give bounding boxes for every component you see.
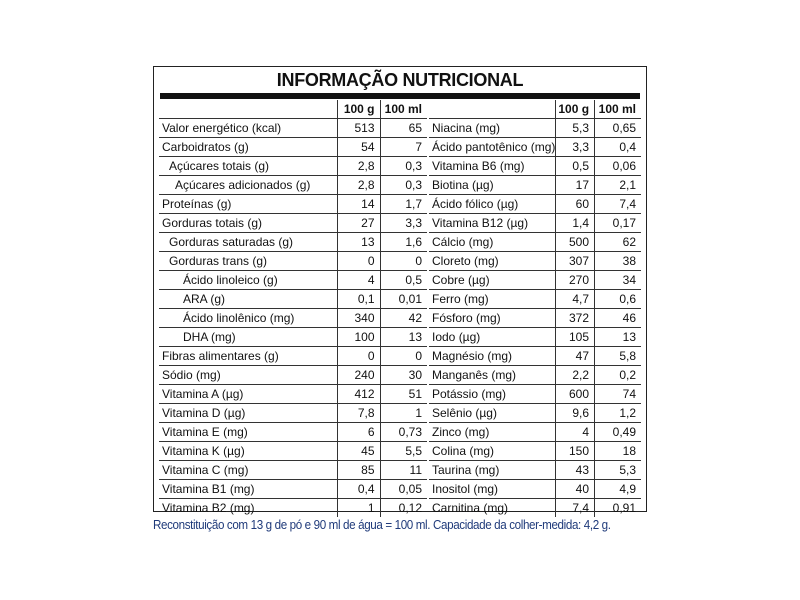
nutrient-label: Vitamina K (µg) xyxy=(159,442,337,461)
table-row xyxy=(429,252,641,271)
nutrient-label: Gorduras trans (g) xyxy=(159,252,337,271)
table-row xyxy=(429,290,641,309)
table-row xyxy=(429,157,641,176)
value-per-100g: 85 xyxy=(337,461,380,480)
table-row xyxy=(429,328,641,347)
nutrient-label: Ácido linolênico (mg) xyxy=(159,309,337,328)
value-per-100g: 412 xyxy=(337,385,380,404)
nutrient-label: Manganês (mg) xyxy=(429,366,556,385)
value-per-100g: 43 xyxy=(556,461,595,480)
value-per-100ml: 0,91 xyxy=(595,499,641,518)
value-per-100ml: 5,8 xyxy=(595,347,641,366)
value-per-100ml: 0,65 xyxy=(595,119,641,138)
nutrient-label: Açúcares adicionados (g) xyxy=(159,176,337,195)
nutrient-label: Valor energético (kcal) xyxy=(159,119,337,138)
nutrient-label: Vitamina B12 (µg) xyxy=(429,214,556,233)
table-row xyxy=(159,290,427,309)
value-per-100ml: 0,17 xyxy=(595,214,641,233)
value-per-100ml: 30 xyxy=(380,366,427,385)
nutrient-label: Colina (mg) xyxy=(429,442,556,461)
value-per-100g: 27 xyxy=(337,214,380,233)
table-row xyxy=(429,309,641,328)
value-per-100g: 4 xyxy=(556,423,595,442)
nutrient-label: Selênio (µg) xyxy=(429,404,556,423)
value-per-100ml: 0,05 xyxy=(380,480,427,499)
table-row xyxy=(429,461,641,480)
nutrient-label: DHA (mg) xyxy=(159,328,337,347)
value-per-100ml: 0,49 xyxy=(595,423,641,442)
nutrient-label: Fósforo (mg) xyxy=(429,309,556,328)
nutrient-label: Ferro (mg) xyxy=(429,290,556,309)
value-per-100g: 0 xyxy=(337,252,380,271)
value-per-100g: 0 xyxy=(337,347,380,366)
nutrient-label: Iodo (µg) xyxy=(429,328,556,347)
nutrient-label: Açúcares totais (g) xyxy=(159,157,337,176)
title-rule xyxy=(160,93,640,99)
value-per-100g: 500 xyxy=(556,233,595,252)
nutrient-label: Fibras alimentares (g) xyxy=(159,347,337,366)
value-per-100ml: 11 xyxy=(380,461,427,480)
nutrient-label: Vitamina D (µg) xyxy=(159,404,337,423)
table-row xyxy=(159,176,427,195)
table-row xyxy=(429,195,641,214)
value-per-100ml: 4,9 xyxy=(595,480,641,499)
column-header-100g: 100 g xyxy=(556,100,595,119)
table-row xyxy=(429,442,641,461)
table-row xyxy=(159,214,427,233)
value-per-100ml: 0,12 xyxy=(380,499,427,518)
header-blank xyxy=(429,100,556,119)
value-per-100ml: 0,73 xyxy=(380,423,427,442)
column-header-100g: 100 g xyxy=(337,100,380,119)
table-header-row xyxy=(429,100,641,119)
column-header-100ml: 100 ml xyxy=(595,100,641,119)
value-per-100g: 60 xyxy=(556,195,595,214)
value-per-100g: 105 xyxy=(556,328,595,347)
table-row xyxy=(159,423,427,442)
value-per-100g: 7,8 xyxy=(337,404,380,423)
nutrient-label: Ácido linoleico (g) xyxy=(159,271,337,290)
value-per-100ml: 5,5 xyxy=(380,442,427,461)
table-row xyxy=(159,499,427,518)
table-row xyxy=(429,347,641,366)
nutrient-label: Gorduras saturadas (g) xyxy=(159,233,337,252)
value-per-100ml: 2,1 xyxy=(595,176,641,195)
table-row xyxy=(159,461,427,480)
table-row xyxy=(159,195,427,214)
nutrient-label: Cálcio (mg) xyxy=(429,233,556,252)
nutrient-label: Vitamina B1 (mg) xyxy=(159,480,337,499)
value-per-100ml: 65 xyxy=(380,119,427,138)
table-row xyxy=(429,176,641,195)
value-per-100ml: 0,3 xyxy=(380,157,427,176)
value-per-100g: 54 xyxy=(337,138,380,157)
nutrient-label: Potássio (mg) xyxy=(429,385,556,404)
nutrient-label: Carnitina (mg) xyxy=(429,499,556,518)
value-per-100g: 372 xyxy=(556,309,595,328)
table-row xyxy=(159,347,427,366)
nutrient-label: Carboidratos (g) xyxy=(159,138,337,157)
value-per-100ml: 13 xyxy=(595,328,641,347)
value-per-100g: 2,8 xyxy=(337,176,380,195)
value-per-100g: 100 xyxy=(337,328,380,347)
value-per-100ml: 0,5 xyxy=(380,271,427,290)
value-per-100g: 150 xyxy=(556,442,595,461)
value-per-100ml: 1 xyxy=(380,404,427,423)
value-per-100g: 13 xyxy=(337,233,380,252)
nutrition-table-left xyxy=(159,100,427,517)
value-per-100ml: 3,3 xyxy=(380,214,427,233)
nutrient-label: Zinco (mg) xyxy=(429,423,556,442)
value-per-100g: 0,5 xyxy=(556,157,595,176)
value-per-100g: 3,3 xyxy=(556,138,595,157)
nutrient-label: Ácido fólico (µg) xyxy=(429,195,556,214)
nutrient-label: Niacina (mg) xyxy=(429,119,556,138)
nutrition-table-right xyxy=(429,100,641,517)
value-per-100ml: 0 xyxy=(380,347,427,366)
value-per-100g: 7,4 xyxy=(556,499,595,518)
value-per-100g: 307 xyxy=(556,252,595,271)
value-per-100g: 6 xyxy=(337,423,380,442)
value-per-100ml: 1,6 xyxy=(380,233,427,252)
nutrient-label: Sódio (mg) xyxy=(159,366,337,385)
value-per-100g: 4 xyxy=(337,271,380,290)
table-row xyxy=(159,271,427,290)
value-per-100g: 600 xyxy=(556,385,595,404)
value-per-100g: 270 xyxy=(556,271,595,290)
nutrient-label: Taurina (mg) xyxy=(429,461,556,480)
nutrient-label: Vitamina B6 (mg) xyxy=(429,157,556,176)
table-row xyxy=(429,138,641,157)
table-row xyxy=(429,404,641,423)
table-row xyxy=(159,138,427,157)
value-per-100ml: 62 xyxy=(595,233,641,252)
table-row xyxy=(159,328,427,347)
value-per-100ml: 74 xyxy=(595,385,641,404)
value-per-100ml: 0,2 xyxy=(595,366,641,385)
value-per-100ml: 1,2 xyxy=(595,404,641,423)
table-row xyxy=(429,119,641,138)
value-per-100ml: 0,3 xyxy=(380,176,427,195)
table-row xyxy=(159,385,427,404)
nutrient-label: Ácido pantotênico (mg) xyxy=(429,138,556,157)
nutrient-label: ARA (g) xyxy=(159,290,337,309)
value-per-100g: 2,8 xyxy=(337,157,380,176)
nutrient-label: Vitamina C (mg) xyxy=(159,461,337,480)
value-per-100ml: 34 xyxy=(595,271,641,290)
table-row xyxy=(429,499,641,518)
value-per-100g: 14 xyxy=(337,195,380,214)
table-row xyxy=(429,214,641,233)
value-per-100g: 47 xyxy=(556,347,595,366)
table-row xyxy=(429,423,641,442)
table-row xyxy=(159,366,427,385)
value-per-100g: 0,1 xyxy=(337,290,380,309)
nutrient-label: Inositol (mg) xyxy=(429,480,556,499)
nutrient-label: Proteínas (g) xyxy=(159,195,337,214)
value-per-100ml: 1,7 xyxy=(380,195,427,214)
nutrient-label: Biotina (µg) xyxy=(429,176,556,195)
table-row xyxy=(429,233,641,252)
table-row xyxy=(159,119,427,138)
table-row xyxy=(159,309,427,328)
table-row xyxy=(159,442,427,461)
value-per-100g: 4,7 xyxy=(556,290,595,309)
value-per-100g: 1,4 xyxy=(556,214,595,233)
table-row xyxy=(159,480,427,499)
value-per-100ml: 0,06 xyxy=(595,157,641,176)
table-row xyxy=(429,385,641,404)
table-row xyxy=(429,366,641,385)
value-per-100ml: 18 xyxy=(595,442,641,461)
value-per-100ml: 5,3 xyxy=(595,461,641,480)
value-per-100ml: 38 xyxy=(595,252,641,271)
value-per-100ml: 46 xyxy=(595,309,641,328)
table-row xyxy=(429,271,641,290)
reconstitution-footnote: Reconstituição com 13 g de pó e 90 ml de água = 100 ml. Capacidade da colher-medida: 4,2 g. xyxy=(153,518,611,532)
nutrient-label: Vitamina B2 (mg) xyxy=(159,499,337,518)
nutrient-label: Magnésio (mg) xyxy=(429,347,556,366)
nutrient-label: Gorduras totais (g) xyxy=(159,214,337,233)
table-row xyxy=(429,480,641,499)
nutrient-label: Vitamina E (mg) xyxy=(159,423,337,442)
value-per-100ml: 0,4 xyxy=(595,138,641,157)
column-header-100ml: 100 ml xyxy=(380,100,427,119)
header-blank xyxy=(159,100,337,119)
table-header-row xyxy=(159,100,427,119)
value-per-100g: 1 xyxy=(337,499,380,518)
value-per-100g: 45 xyxy=(337,442,380,461)
value-per-100ml: 7,4 xyxy=(595,195,641,214)
value-per-100ml: 51 xyxy=(380,385,427,404)
nutrient-label: Vitamina A (µg) xyxy=(159,385,337,404)
table-row xyxy=(159,157,427,176)
value-per-100ml: 42 xyxy=(380,309,427,328)
value-per-100g: 340 xyxy=(337,309,380,328)
value-per-100ml: 0,01 xyxy=(380,290,427,309)
value-per-100g: 240 xyxy=(337,366,380,385)
value-per-100ml: 0,6 xyxy=(595,290,641,309)
value-per-100ml: 0 xyxy=(380,252,427,271)
value-per-100g: 9,6 xyxy=(556,404,595,423)
nutrient-label: Cobre (µg) xyxy=(429,271,556,290)
table-row xyxy=(159,404,427,423)
value-per-100g: 2,2 xyxy=(556,366,595,385)
table-row xyxy=(159,252,427,271)
value-per-100g: 17 xyxy=(556,176,595,195)
nutrient-label: Cloreto (mg) xyxy=(429,252,556,271)
nutrition-facts-panel xyxy=(153,66,647,515)
value-per-100g: 5,3 xyxy=(556,119,595,138)
table-row xyxy=(159,233,427,252)
value-per-100ml: 7 xyxy=(380,138,427,157)
panel-title: INFORMAÇÃO NUTRICIONAL xyxy=(276,70,524,90)
value-per-100g: 40 xyxy=(556,480,595,499)
value-per-100g: 0,4 xyxy=(337,480,380,499)
value-per-100g: 513 xyxy=(337,119,380,138)
value-per-100ml: 13 xyxy=(380,328,427,347)
